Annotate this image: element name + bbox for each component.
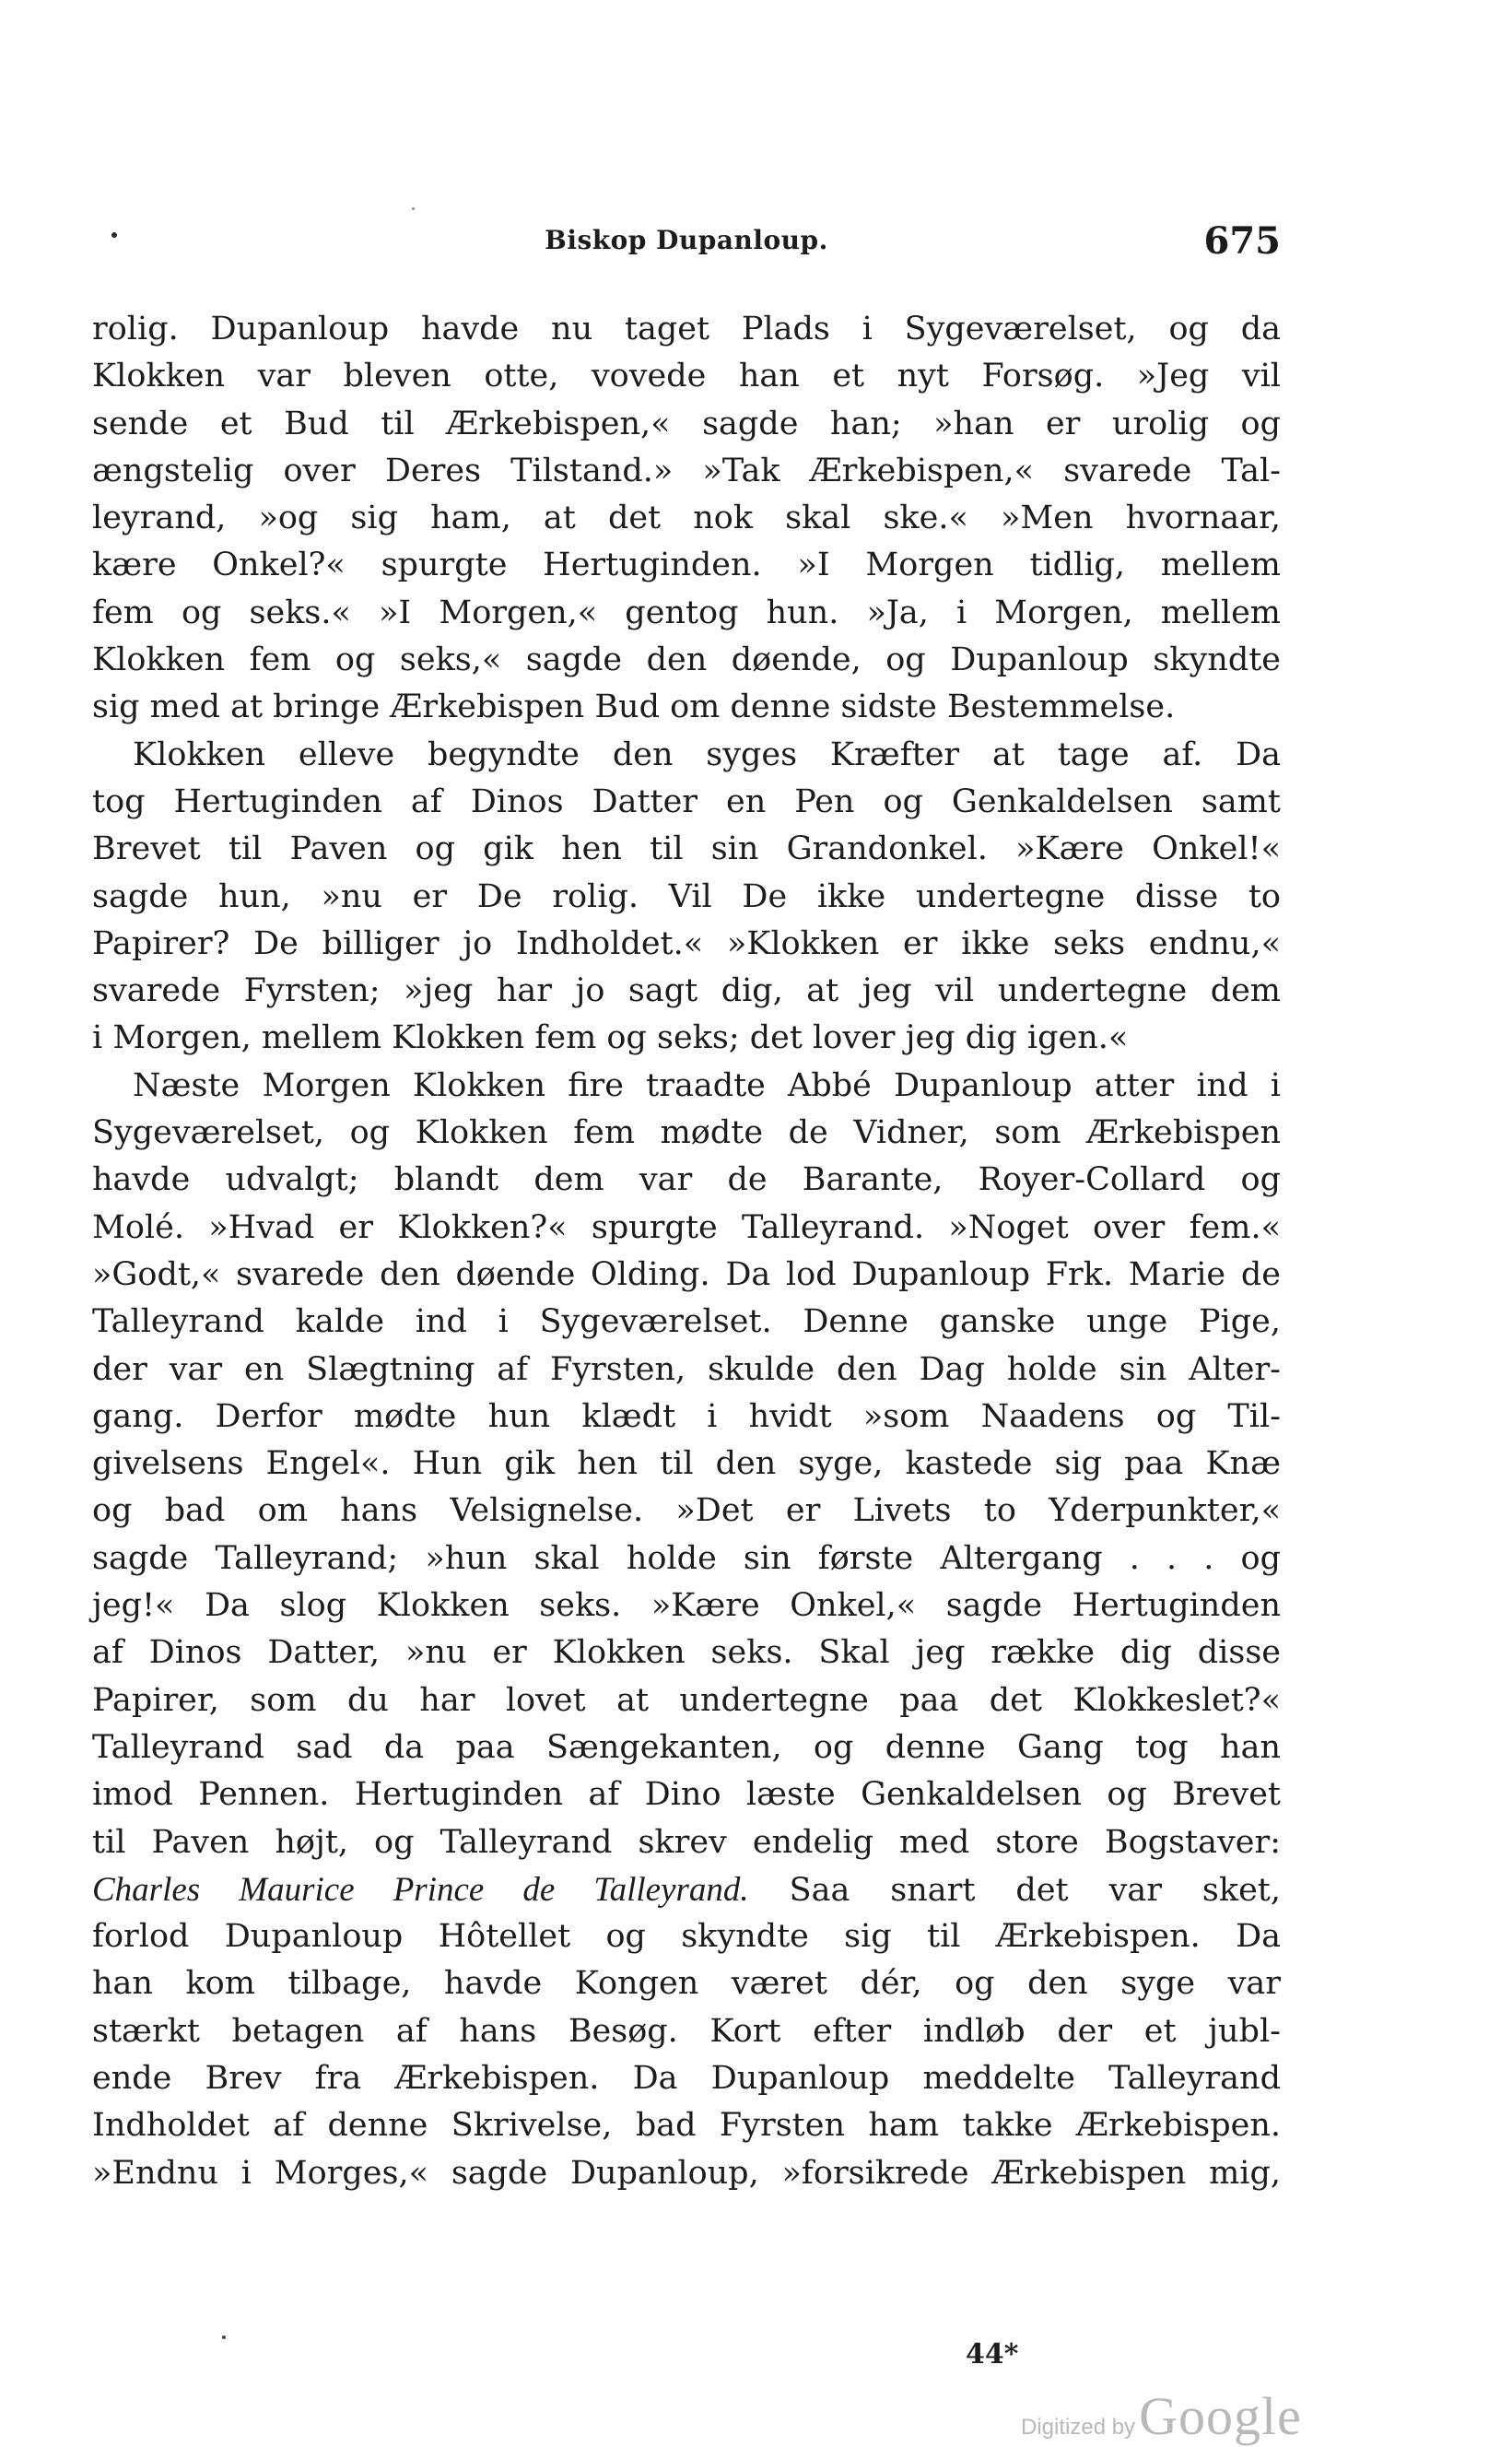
text-line: leyrand, »og sig ham, at det nok skal ske.« »Men hvornaar,: [92, 500, 1281, 537]
text-line: gang. Derfor mødte hun klædt i hvidt »som Naadens og Til-: [92, 1397, 1281, 1435]
body-text: [92, 306, 1281, 2197]
text-line-signature: [92, 1866, 1281, 1913]
text-line: Klokken var bleven otte, vovede han et nyt Forsøg. »Jeg vil: [92, 358, 1281, 395]
print-speck: [412, 207, 415, 210]
text-line: Papirer, som du har lovet at undertegne paa det Klokkeslet?«: [92, 1681, 1281, 1719]
text-line: imod Pennen. Hertuginden af Dino læste Genkaldelsen og Brevet: [92, 1776, 1281, 1814]
watermark-brand: Google: [1139, 2386, 1302, 2446]
text-line: sende et Bud til Ærkebispen,« sagde han; »han er urolig og: [92, 405, 1281, 442]
text-line: sagde Talleyrand; »hun skal holde sin første Altergang . . . og: [92, 1539, 1281, 1577]
signature-text: Charles Maurice Prince de Talleyrand.: [92, 1870, 749, 1909]
text-line: Brevet til Paven og gik hen til sin Grandonkel. »Kære Onkel!«: [92, 830, 1281, 868]
text-line: ængstelig over Deres Tilstand.» »Tak Ærkebispen,« svarede Tal-: [92, 452, 1281, 489]
text-line: Klokken fem og seks,« sagde den døende, og Dupanloup skyndte: [92, 641, 1281, 679]
text-line: Talleyrand sad da paa Sængekanten, og denne Gang tog han: [92, 1728, 1281, 1766]
text-line: forlod Dupanloup Hôtellet og skyndte sig til Ærkebispen. Da: [92, 1918, 1281, 1956]
digitized-watermark: [1021, 2385, 1302, 2447]
text-line: Molé. »Hvad er Klokken?« spurgte Talleyrand. »Noget over fem.«: [92, 1208, 1281, 1246]
text-line: af Dinos Datter, »nu er Klokken seks. Skal jeg række dig disse: [92, 1634, 1281, 1672]
text-line: Talleyrand kalde ind i Sygeværelset. Denne ganske unge Pige,: [92, 1303, 1281, 1341]
text-line: han kom tilbage, havde Kongen været dér, og den syge var: [92, 1965, 1281, 2003]
text-line: Papirer? De billiger jo Indholdet.« »Klokken er ikke seks endnu,«: [92, 924, 1281, 962]
text-line: og bad om hans Velsignelse. »Det er Livets to Yderpunkter,«: [92, 1492, 1281, 1530]
text-line: sig med at bringe Ærkebispen Bud om denne sidste Bestemmelse.: [92, 688, 1176, 726]
printer-signature-mark: 44*: [966, 2338, 1019, 2371]
text-line: rolig. Dupanloup havde nu taget Plads i Sygeværelset, og da: [92, 311, 1281, 347]
text-line: i Morgen, mellem Klokken fem og seks; det lover jeg dig igen.«: [92, 1019, 1129, 1057]
text-line: Klokken elleve begyndte den syges Kræfter at tage af. Da: [133, 735, 1281, 773]
text-line: »Endnu i Morges,« sagde Dupanloup, »forsikrede Ærkebispen mig,: [92, 2154, 1281, 2192]
text-line: Sygeværelset, og Klokken fem mødte de Vidner, som Ærkebispen: [92, 1114, 1281, 1152]
text-line: givelsens Engel«. Hun gik hen til den syge, kastede sig paa Knæ: [92, 1445, 1281, 1483]
print-speck: [222, 2335, 226, 2339]
text-line: til Paven højt, og Talleyrand skrev endelig med store Bogstaver:: [92, 1823, 1281, 1861]
text-line: Næste Morgen Klokken fire traadte Abbé Dupanloup atter ind i: [133, 1066, 1281, 1104]
text-line: svarede Fyrsten; »jeg har jo sagt dig, at jeg vil undertegne dem: [92, 972, 1281, 1010]
watermark-prefix: Digitized by: [1021, 2415, 1136, 2440]
text-line: ende Brev fra Ærkebispen. Da Dupanloup meddelte Talleyrand: [92, 2059, 1281, 2097]
page-number: 675: [1203, 219, 1281, 263]
text-line: kære Onkel?« spurgte Hertuginden. »I Morgen tidlig, mellem: [92, 547, 1281, 584]
text-line: Indholdet af denne Skrivelse, bad Fyrsten ham takke Ærkebispen.: [92, 2107, 1281, 2145]
text-line: fem og seks.« »I Morgen,« gentog hun. »Ja, i Morgen, mellem: [92, 594, 1281, 631]
text-line: sagde hun, »nu er De rolig. Vil De ikke undertegne disse to: [92, 877, 1281, 915]
text-line: jeg!« Da slog Klokken seks. »Kære Onkel,« sagde Hertuginden: [92, 1587, 1281, 1625]
text-line: der var en Slægtning af Fyrsten, skulde den Dag holde sin Alter-: [92, 1350, 1281, 1388]
running-head: Biskop Dupanloup.: [545, 225, 828, 255]
page-header: [92, 219, 1281, 271]
text-line-remainder: Saa snart det var sket,: [789, 1871, 1281, 1909]
text-line: stærkt betagen af hans Besøg. Kort efter indløb der et jubl-: [92, 2012, 1281, 2050]
text-line: tog Hertuginden af Dinos Datter en Pen og Genkaldelsen samt: [92, 782, 1281, 820]
text-line: »Godt,« svarede den døende Olding. Da lod Dupanloup Frk. Marie de: [92, 1255, 1281, 1293]
text-line: havde udvalgt; blandt dem var de Barante, Royer-Collard og: [92, 1161, 1281, 1199]
